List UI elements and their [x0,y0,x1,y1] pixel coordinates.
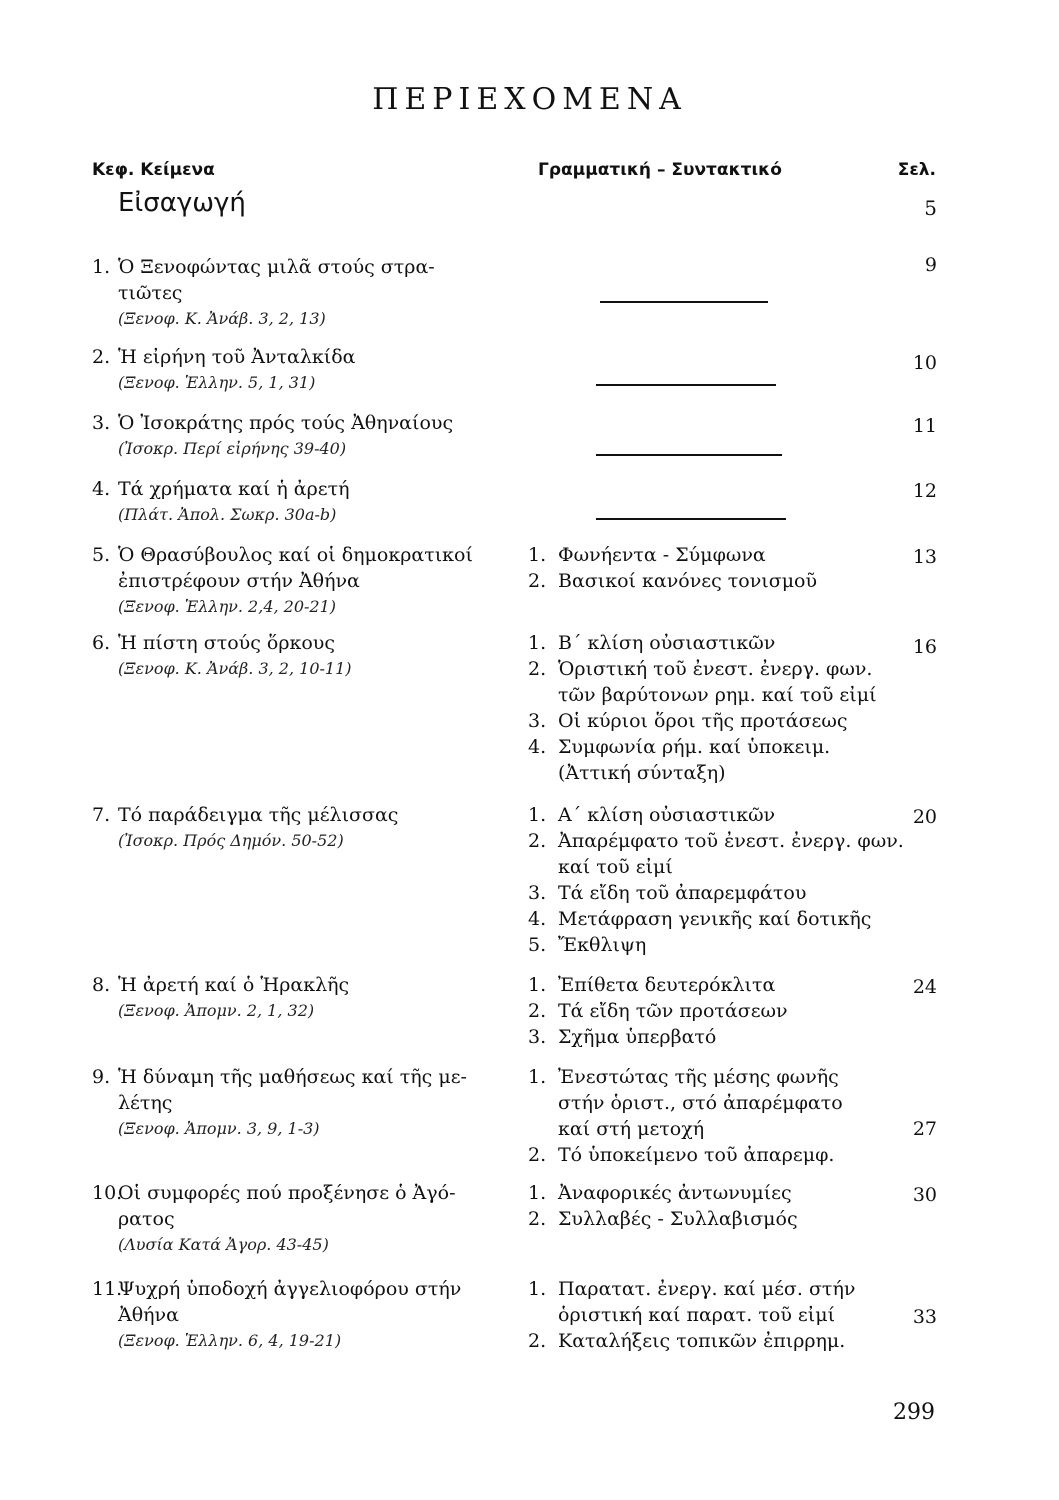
entry-page: 24 [912,976,937,998]
grammar-text: Σχῆμα ὑπερβατό [558,1026,717,1048]
entry-title: Τά χρήματα καί ἡ ἀρετή [118,478,350,500]
grammar-text: Ὁριστική τοῦ ἐνεστ. ἐνεργ. φων. τῶν βαρύτονων ρημ. καί τοῦ εἰμί [558,658,877,706]
grammar-number: 1. [528,544,547,566]
entry-number: 8. [92,974,111,996]
grammar-item [528,1142,908,1168]
entry-number: 9. [92,1066,111,1088]
entry-page: 16 [912,636,937,658]
grammar-list-9 [528,1064,908,1168]
grammar-item [528,1276,908,1328]
entry-title: Ὁ Ἰσοκράτης πρός τούς Ἀθηναίους [118,412,454,434]
toc-entry-3 [92,410,512,462]
grammar-number: 1. [528,632,547,654]
toc-entry-9 [92,1064,512,1142]
grammar-number: 1. [528,804,547,826]
grammar-item [528,906,908,932]
grammar-item [528,1064,908,1142]
grammar-item [528,656,908,708]
grammar-item [528,828,908,880]
entry-number: 5. [92,544,111,566]
grammar-number: 2. [528,1144,547,1166]
grammar-item [528,932,908,958]
entry-source: (Ξενοφ. Ἑλλην. 2,4, 20-21) [118,597,337,616]
entry-page: 33 [912,1306,937,1328]
grammar-number: 4. [528,736,547,758]
grammar-number: 1. [528,1278,547,1300]
entry-source: (Ξενοφ. Ἀπομν. 2, 1, 32) [118,1001,315,1020]
grammar-blank-rule [600,301,768,303]
grammar-text: Ἀναφορικές ἀντωνυμίες [558,1182,792,1204]
entry-page: 12 [912,480,937,502]
toc-entry-5 [92,542,512,620]
entry-source: (Ξενοφ. Ἀπομν. 3, 9, 1-3) [118,1119,320,1138]
grammar-text: Συμφωνία ρήμ. καί ὑποκειμ. (Ἀττική σύνταξη) [558,736,831,784]
grammar-number: 2. [528,570,547,592]
grammar-item [528,880,908,906]
grammar-number: 1. [528,1182,547,1204]
grammar-item [528,708,908,734]
grammar-item [528,568,908,594]
grammar-item [528,998,908,1024]
header-chapter-texts: Κεφ. Κείμενα [92,160,215,180]
grammar-number: 5. [528,934,547,956]
grammar-blank-rule [596,454,782,456]
grammar-text: Καταλήξεις τοπικῶν ἐπιρρημ. [558,1330,846,1352]
toc-entry-11 [92,1276,512,1354]
toc-entry-7 [92,802,512,854]
grammar-text: Μετάφραση γενικῆς καί δοτικῆς [558,908,872,930]
grammar-text: Ἐνεστώτας τῆς μέσης φωνῆς στήν ὁριστ., στό ἀπαρέμφατο καί στή μετοχή [558,1066,843,1140]
entry-title: Οἱ συμφορές πού προξένησε ὁ Ἀγό- [118,1182,456,1204]
entry-title: Ψυχρή ὑποδοχή ἀγγελιοφόρου στήν [118,1278,462,1300]
grammar-number: 2. [528,1000,547,1022]
grammar-list-10 [528,1180,908,1232]
grammar-item [528,1180,908,1206]
grammar-number: 3. [528,882,547,904]
grammar-list-7 [528,802,908,958]
grammar-text: Ἔκθλιψη [558,934,647,956]
toc-entry-6 [92,630,512,682]
entry-number: 3. [92,412,111,434]
intro-page: 5 [924,196,937,220]
entry-title: Ἡ ἀρετή καί ὁ Ἡρακλῆς [118,974,350,996]
entry-title: Τό παράδειγμα τῆς μέλισσας [118,804,399,826]
grammar-item [528,542,908,568]
entry-title-cont: ρατος [118,1208,175,1230]
grammar-item [528,734,908,786]
grammar-item [528,972,908,998]
grammar-blank-rule [596,518,786,520]
entry-source: (Ἰσοκρ. Πρός Δημόν. 50-52) [118,831,344,850]
grammar-text: Ἐπίθετα δευτερόκλιτα [558,974,776,996]
toc-entry-4 [92,476,512,528]
grammar-item [528,1024,908,1050]
grammar-number: 4. [528,908,547,930]
entry-page: 10 [912,352,937,374]
grammar-text: Τά εἴδη τοῦ ἀπαρεμφάτου [558,882,807,904]
entry-title: Ὁ Θρασύβουλος καί οἱ δημοκρατικοί [118,544,473,566]
entry-number: 11. [92,1278,123,1300]
grammar-number: 1. [528,974,547,996]
entry-page: 11 [912,415,937,437]
grammar-text: Παρατατ. ἐνεργ. καί μέσ. στήν ὁριστική καί παρατ. τοῦ εἰμί [558,1278,856,1326]
entry-number: 6. [92,632,111,654]
grammar-item [528,802,908,828]
entry-number: 4. [92,478,111,500]
grammar-number: 2. [528,658,547,680]
grammar-text: Συλλαβές - Συλλαβισμός [558,1208,798,1230]
entry-source: (Πλάτ. Ἀπολ. Σωκρ. 30a-b) [118,505,337,524]
entry-page: 27 [912,1118,937,1140]
grammar-number: 2. [528,1208,547,1230]
entry-page: 20 [912,806,937,828]
grammar-blank-rule [596,384,776,386]
entry-title-cont: Ἀθήνα [118,1304,179,1326]
intro-label: Εἰσαγωγή [118,188,246,218]
grammar-list-11 [528,1276,908,1354]
grammar-item [528,1206,908,1232]
entry-number: 7. [92,804,111,826]
entry-title-cont: λέτης [118,1092,173,1114]
entry-title: Ἡ πίστη στούς ὅρκους [118,632,335,654]
entry-title: Ὁ Ξενοφώντας μιλᾶ στούς στρα- [118,256,435,278]
entry-source: (Ξενοφ. Κ. Ἀνάβ. 3, 2, 13) [118,309,326,328]
header-page: Σελ. [897,160,936,180]
entry-number: 10. [92,1182,123,1204]
toc-entry-1 [92,254,512,332]
grammar-list-8 [528,972,908,1050]
toc-entry-2 [92,344,512,396]
entry-source: (Λυσία Κατά Ἀγορ. 43-45) [118,1235,329,1254]
entry-title-cont: ἐπιστρέφουν στήν Ἀθήνα [118,570,360,592]
header-grammar: Γραμματική – Συντακτικό [538,160,782,180]
grammar-text: Βασικοί κανόνες τονισμοῦ [558,570,818,592]
entry-page: 9 [924,254,937,276]
grammar-number: 3. [528,710,547,732]
grammar-item [528,1328,908,1354]
grammar-text: Οἱ κύριοι ὅροι τῆς προτάσεως [558,710,848,732]
grammar-text: Β΄ κλίση οὐσιαστικῶν [558,632,776,654]
entry-title: Ἡ εἰρήνη τοῦ Ἀνταλκίδα [118,346,356,368]
entry-source: (Ξενοφ. Κ. Ἀνάβ. 3, 2, 10-11) [118,659,352,678]
entry-source: (Ξενοφ. Ἑλλην. 5, 1, 31) [118,373,316,392]
entry-title-cont: τιῶτες [118,282,183,304]
grammar-number: 1. [528,1066,547,1088]
page-number: 299 [893,1400,935,1425]
entry-title: Ἡ δύναμη τῆς μαθήσεως καί τῆς με- [118,1066,467,1088]
grammar-text: Ἀπαρέμφατο τοῦ ἐνεστ. ἐνεργ. φων. καί τοῦ εἰμί [558,830,904,878]
entry-source: (Ἰσοκρ. Περί εἰρήνης 39-40) [118,439,347,458]
grammar-item [528,630,908,656]
entry-number: 1. [92,256,111,278]
grammar-text: Τό ὑποκείμενο τοῦ ἀπαρεμφ. [558,1144,835,1166]
toc-entry-10 [92,1180,512,1258]
toc-entry-8 [92,972,512,1024]
entry-page: 13 [912,546,937,568]
entry-number: 2. [92,346,111,368]
entry-source: (Ξενοφ. Ἑλλην. 6, 4, 19-21) [118,1331,342,1350]
grammar-list-6 [528,630,908,786]
grammar-number: 2. [528,830,547,852]
grammar-text: Τά εἴδη τῶν προτάσεων [558,1000,788,1022]
grammar-text: Φωνήεντα - Σύμφωνα [558,544,766,566]
page-title: ΠΕΡΙΕΧΟΜΕΝΑ [372,82,687,117]
entry-page: 30 [912,1184,937,1206]
grammar-number: 2. [528,1330,547,1352]
grammar-number: 3. [528,1026,547,1048]
grammar-text: Α΄ κλίση οὐσιαστικῶν [558,804,776,826]
grammar-list-5 [528,542,908,594]
